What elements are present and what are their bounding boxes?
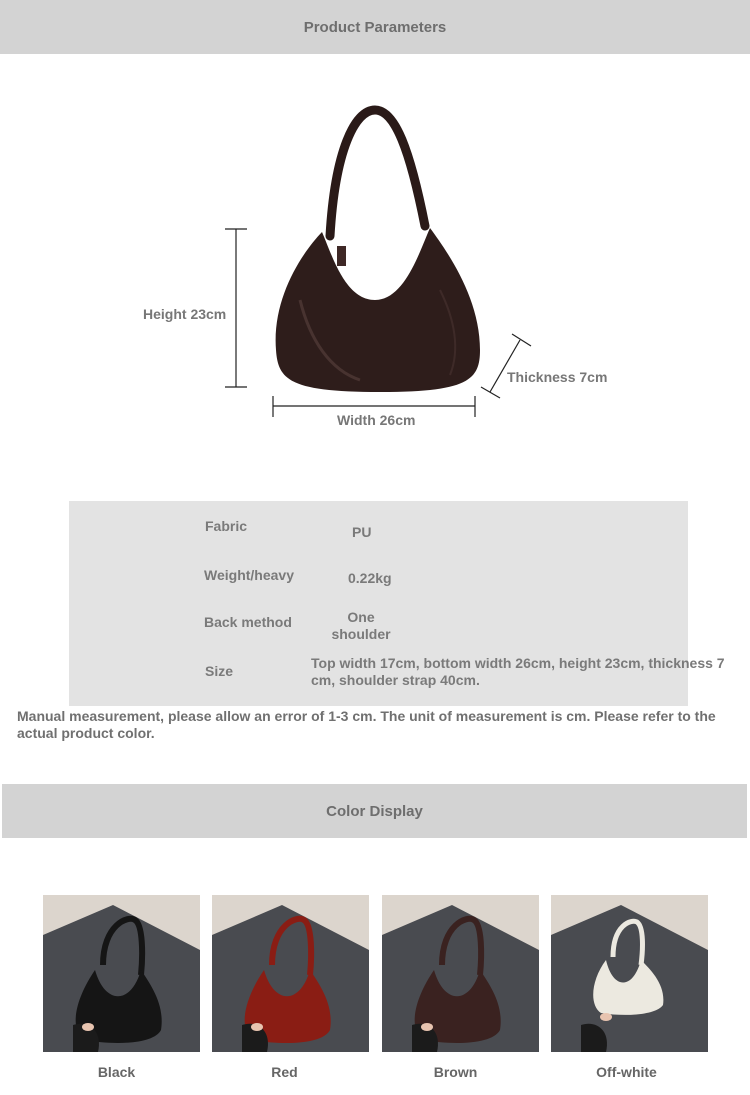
spec-value-size: Top width 17cm, bottom width 26cm, height 23cm, thickness 7 cm, shoulder strap 40cm. <box>311 655 725 688</box>
product-photo <box>43 895 200 1052</box>
color-swatch-red[interactable] <box>212 895 369 1052</box>
product-photo <box>551 895 708 1052</box>
spec-value-back-method: One shoulder <box>331 609 391 642</box>
color-name-off-white: Off-white <box>596 1064 657 1080</box>
color-name-brown: Brown <box>433 1064 478 1080</box>
spec-label-back-method: Back method <box>204 614 292 630</box>
bag-tag <box>337 246 346 266</box>
spec-value-fabric: PU <box>352 524 372 540</box>
color-display-banner <box>2 784 747 838</box>
spec-label-size: Size <box>205 663 234 679</box>
product-photo <box>382 895 539 1052</box>
measurement-note: Manual measurement, please allow an error of 1-3 cm. The unit of measurement is cm. Please refer to the actual product color. <box>17 708 716 741</box>
bag-strap <box>330 110 425 236</box>
section-title: Color Display <box>326 802 423 820</box>
color-swatch-black[interactable] <box>43 895 200 1052</box>
color-name-black: Black <box>97 1064 136 1080</box>
spec-label-fabric: Fabric <box>205 518 248 534</box>
width-label: Width 26cm <box>337 412 416 428</box>
color-swatch-brown[interactable] <box>382 895 539 1052</box>
spec-value-weight: 0.22kg <box>348 570 392 586</box>
color-swatch-off-white[interactable] <box>551 895 708 1052</box>
height-label: Height 23cm <box>143 306 227 322</box>
product-photo <box>212 895 369 1052</box>
product-parameters-banner <box>0 0 750 54</box>
color-name-red: Red <box>271 1064 298 1080</box>
thickness-label: Thickness 7cm <box>507 369 608 385</box>
section-title: Product Parameters <box>303 18 447 36</box>
spec-label-weight: Weight/heavy <box>204 567 294 583</box>
